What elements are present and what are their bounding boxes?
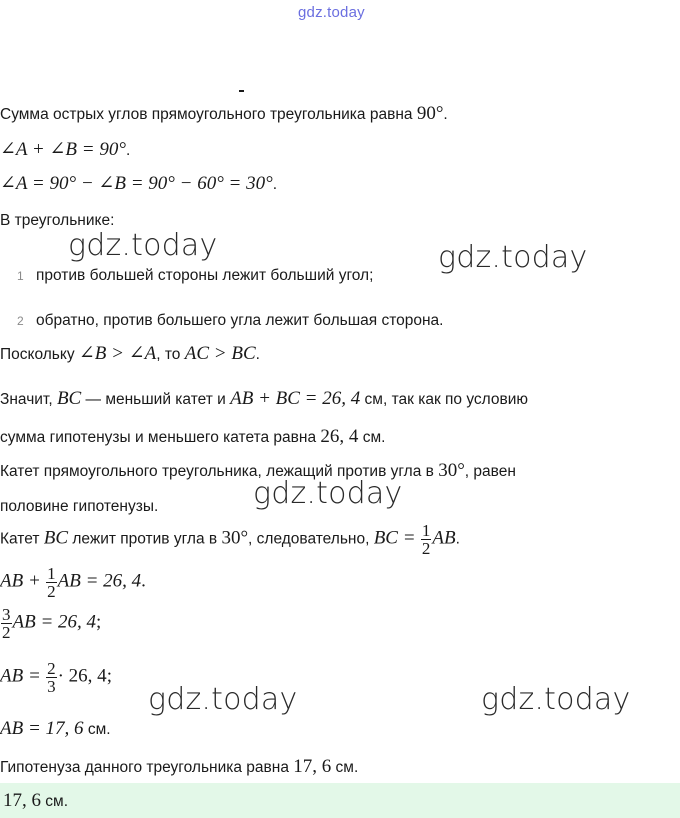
dash-mark — [239, 90, 244, 92]
math: · 26, 4 — [57, 665, 107, 687]
watermark: gdz.today — [481, 682, 631, 717]
list-text: против большей стороны лежит больший угол; — [36, 267, 374, 284]
text: , равен — [464, 463, 516, 480]
text: см, так как по условию — [360, 391, 529, 408]
text: . — [255, 346, 260, 363]
line-6 — [0, 389, 528, 410]
line-9: половине гипотенузы. — [0, 498, 159, 515]
text: — меньший катет и — [81, 391, 231, 408]
list-number: 1 — [17, 269, 24, 283]
math: 17, 6 — [3, 790, 41, 811]
denominator: 2 — [47, 582, 56, 601]
answer-box — [0, 783, 680, 818]
text: ; — [96, 611, 102, 633]
text: Катет прямоугольного треугольника, лежащий против угла в — [0, 463, 439, 480]
math: 30° — [221, 527, 249, 549]
math: BC — [56, 388, 82, 409]
denominator: 2 — [421, 539, 431, 558]
denominator: 3 — [47, 677, 56, 696]
text: см. — [358, 429, 386, 446]
text: ; — [106, 665, 112, 687]
math: ∠A = 90° − ∠B = 90° − 60° = 30° — [0, 173, 273, 194]
numerator: 2 — [47, 659, 56, 678]
list-item-2 — [17, 311, 443, 331]
text: . — [443, 106, 448, 123]
text: Катет — [0, 530, 44, 548]
text: см. — [331, 759, 359, 776]
line-7 — [0, 427, 385, 448]
text: лежит против угла в — [68, 530, 222, 548]
math: AB = 26, 4 — [57, 570, 142, 592]
list-text: обратно, против большего угла лежит большая сторона. — [36, 312, 444, 329]
math: 26, 4 — [320, 426, 359, 447]
line-11 — [0, 565, 146, 600]
fraction — [1, 606, 12, 641]
watermark: gdz.today — [68, 228, 218, 263]
math: ∠A + ∠B = 90° — [0, 139, 126, 160]
text: Значит, — [0, 391, 57, 408]
top-watermark: gdz.today — [298, 4, 365, 21]
fraction — [46, 660, 57, 695]
numerator: 1 — [421, 521, 431, 540]
line-3 — [0, 174, 277, 195]
math: 90° — [416, 103, 444, 124]
line-13 — [0, 660, 112, 695]
text: Сумма острых углов прямоугольного треугольника равна — [0, 106, 417, 123]
line-1 — [0, 104, 448, 125]
math: BC = — [373, 527, 416, 549]
math: AB + BC = 26, 4 — [230, 388, 361, 409]
watermark: gdz.today — [253, 476, 403, 511]
text: . — [125, 142, 131, 159]
math: AB = — [0, 665, 41, 687]
list-item-1 — [17, 266, 373, 286]
numerator: 3 — [2, 605, 11, 624]
text: см. — [83, 721, 111, 738]
math: 30° — [438, 460, 465, 481]
text: Гипотенуза данного треугольника равна — [0, 759, 294, 776]
fraction — [46, 565, 57, 600]
watermark: gdz.today — [148, 682, 298, 717]
text: . — [455, 530, 460, 548]
text: Поскольку — [0, 346, 79, 363]
text: . — [272, 176, 278, 193]
text: см. — [41, 793, 69, 810]
line-14 — [0, 719, 111, 740]
line-10 — [0, 522, 460, 557]
math: AB = 17, 6 — [0, 718, 84, 739]
watermark: gdz.today — [438, 240, 588, 275]
fraction — [421, 522, 432, 557]
line-12 — [0, 606, 101, 641]
answer — [3, 791, 68, 812]
line-5 — [0, 344, 260, 365]
math: AB = 26, 4 — [12, 611, 97, 633]
line-2 — [0, 140, 130, 161]
denominator: 2 — [2, 623, 11, 642]
text: . — [141, 570, 146, 592]
math: AC > BC — [184, 343, 256, 364]
line-15 — [0, 757, 358, 778]
text: , следовательно, — [248, 530, 374, 548]
math: 17, 6 — [293, 756, 332, 777]
line-4: В треугольнике: — [0, 212, 115, 229]
math: AB — [432, 527, 456, 549]
math: ∠B > ∠A — [78, 343, 157, 364]
numerator: 1 — [47, 564, 56, 583]
text: сумма гипотенузы и меньшего катета равна — [0, 429, 321, 446]
text: , то — [156, 346, 185, 363]
math: AB + — [0, 570, 41, 592]
list-number: 2 — [17, 314, 24, 328]
math: BC — [43, 527, 69, 549]
